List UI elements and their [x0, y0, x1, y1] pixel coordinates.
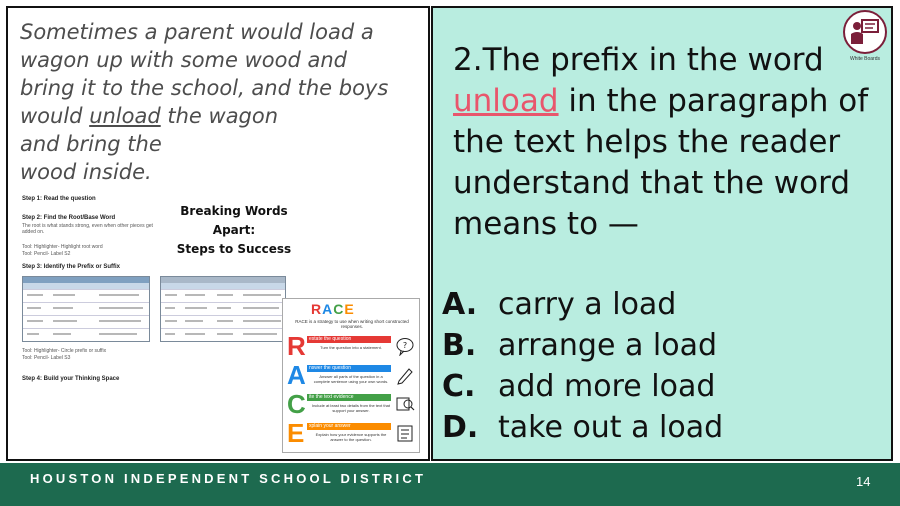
table-row	[161, 315, 285, 328]
race-letter: R	[287, 331, 306, 361]
race-title-letter: E	[344, 301, 355, 317]
answer-choice-b[interactable]	[442, 325, 882, 366]
question-keyword-unload: unload	[453, 83, 559, 119]
question-text-segment: in the paragraph of	[558, 83, 869, 119]
table-row	[161, 328, 285, 341]
table-row	[161, 302, 285, 315]
speech-bubble-question-icon	[395, 336, 415, 356]
choice-letter: D.	[442, 410, 479, 445]
race-row-header: ite the text evidence	[307, 394, 391, 401]
race-row-description: Include at least two details from the text that support your answer.	[311, 403, 391, 413]
question-line: means to —	[453, 206, 639, 242]
choice-text: take out a load	[498, 410, 724, 445]
passage-keyword-unload: unload	[89, 104, 161, 128]
page-number: 14	[856, 474, 871, 489]
race-row-header: xplain your answer	[307, 423, 391, 430]
question-line: understand that the word	[453, 165, 851, 201]
question-line: 2.The prefix in the word	[453, 42, 824, 78]
step-1-label: Step 1: Read the question	[22, 196, 96, 202]
table-row	[161, 289, 285, 302]
passage-text-segment: the wagon	[160, 104, 279, 128]
pencil-icon	[395, 365, 415, 385]
magnifier-document-icon	[395, 394, 415, 414]
step-2-description: The root is what stands strong, even when other pieces get added on.	[22, 223, 153, 235]
race-letter: C	[287, 389, 306, 419]
passage-line	[20, 102, 420, 130]
breaking-words-title-line: Apart:	[212, 223, 256, 237]
tool-pencil-s3: Tool: Pencil- Label S3	[22, 355, 71, 361]
race-row-explain	[285, 420, 419, 447]
tool-pencil-s2: Tool: Pencil- Label S2	[22, 251, 71, 257]
step-4-label: Step 4: Build your Thinking Space	[22, 376, 120, 382]
breaking-words-title	[174, 202, 294, 259]
answer-choice-a[interactable]	[442, 284, 882, 325]
race-title-letter: R	[311, 301, 323, 317]
race-row-header: nswer the question	[307, 365, 391, 372]
step-3-label: Step 3: Identify the Prefix or Suffix	[22, 264, 121, 270]
checklist-icon	[395, 423, 415, 443]
race-row-description: Turn the question into a statement.	[320, 345, 382, 350]
passage-text	[20, 18, 420, 186]
passage-text-segment: would	[20, 104, 90, 128]
race-row-answer	[285, 362, 419, 389]
passage-line: wood inside.	[20, 160, 152, 184]
passage-line: wagon up with some wood and	[20, 48, 347, 72]
race-title-letter: C	[333, 301, 345, 317]
logo-label: White Boards	[849, 56, 880, 62]
answer-choice-c[interactable]	[442, 366, 882, 407]
race-row-description: Answer all parts of the question in a complete sentence using your own words.	[313, 374, 389, 384]
answer-choice-d[interactable]	[442, 407, 882, 448]
svg-text:?: ?	[402, 341, 408, 350]
table-row	[23, 289, 149, 302]
table-row	[23, 302, 149, 315]
answer-choices	[442, 284, 882, 448]
step-2-label: Step 2: Find the Root/Base Word	[22, 215, 116, 221]
race-row-restate	[285, 333, 419, 360]
prefix-examples-table	[22, 276, 150, 342]
question-line: the text helps the reader	[453, 124, 841, 160]
race-strategy-card	[282, 298, 420, 453]
tool-highlighter-prefix: Tool: Highlighter- Circle prefix or suffix	[22, 348, 107, 354]
question-line	[453, 81, 883, 122]
table-row	[23, 328, 149, 341]
passage-line: and bring the	[20, 132, 162, 156]
table-row	[23, 315, 149, 328]
race-letter: A	[287, 360, 306, 390]
choice-text: carry a load	[498, 287, 677, 322]
choice-letter: A.	[442, 287, 478, 322]
tool-highlighter-root: Tool: Highlighter- Highlight root word	[22, 244, 103, 250]
race-letter: E	[287, 418, 305, 448]
race-intro: RACE is a strategy to use when writing short constructed responses.	[295, 319, 409, 329]
race-row-description: Explain how your evidence supports the answer to the question.	[315, 432, 387, 442]
choice-letter: C.	[442, 369, 476, 404]
choice-text: arrange a load	[498, 328, 717, 363]
footer-bar	[0, 463, 900, 506]
race-row-cite	[285, 391, 419, 418]
breaking-words-title-line: Steps to Success	[176, 242, 292, 256]
choice-letter: B.	[442, 328, 477, 363]
district-name: HOUSTON INDEPENDENT SCHOOL DISTRICT	[30, 471, 427, 486]
race-row-header: estate the question	[307, 336, 391, 343]
race-title	[311, 301, 355, 317]
race-title-letter: A	[322, 301, 334, 317]
passage-line: bring it to the school, and the boys	[20, 76, 389, 100]
question-text	[453, 40, 883, 245]
breaking-words-title-line: Breaking Words	[180, 204, 288, 218]
choice-text: add more load	[498, 369, 716, 404]
suffix-examples-table	[160, 276, 286, 342]
passage-line: Sometimes a parent would load a	[20, 20, 374, 44]
steps-to-success-sheet	[22, 196, 292, 396]
